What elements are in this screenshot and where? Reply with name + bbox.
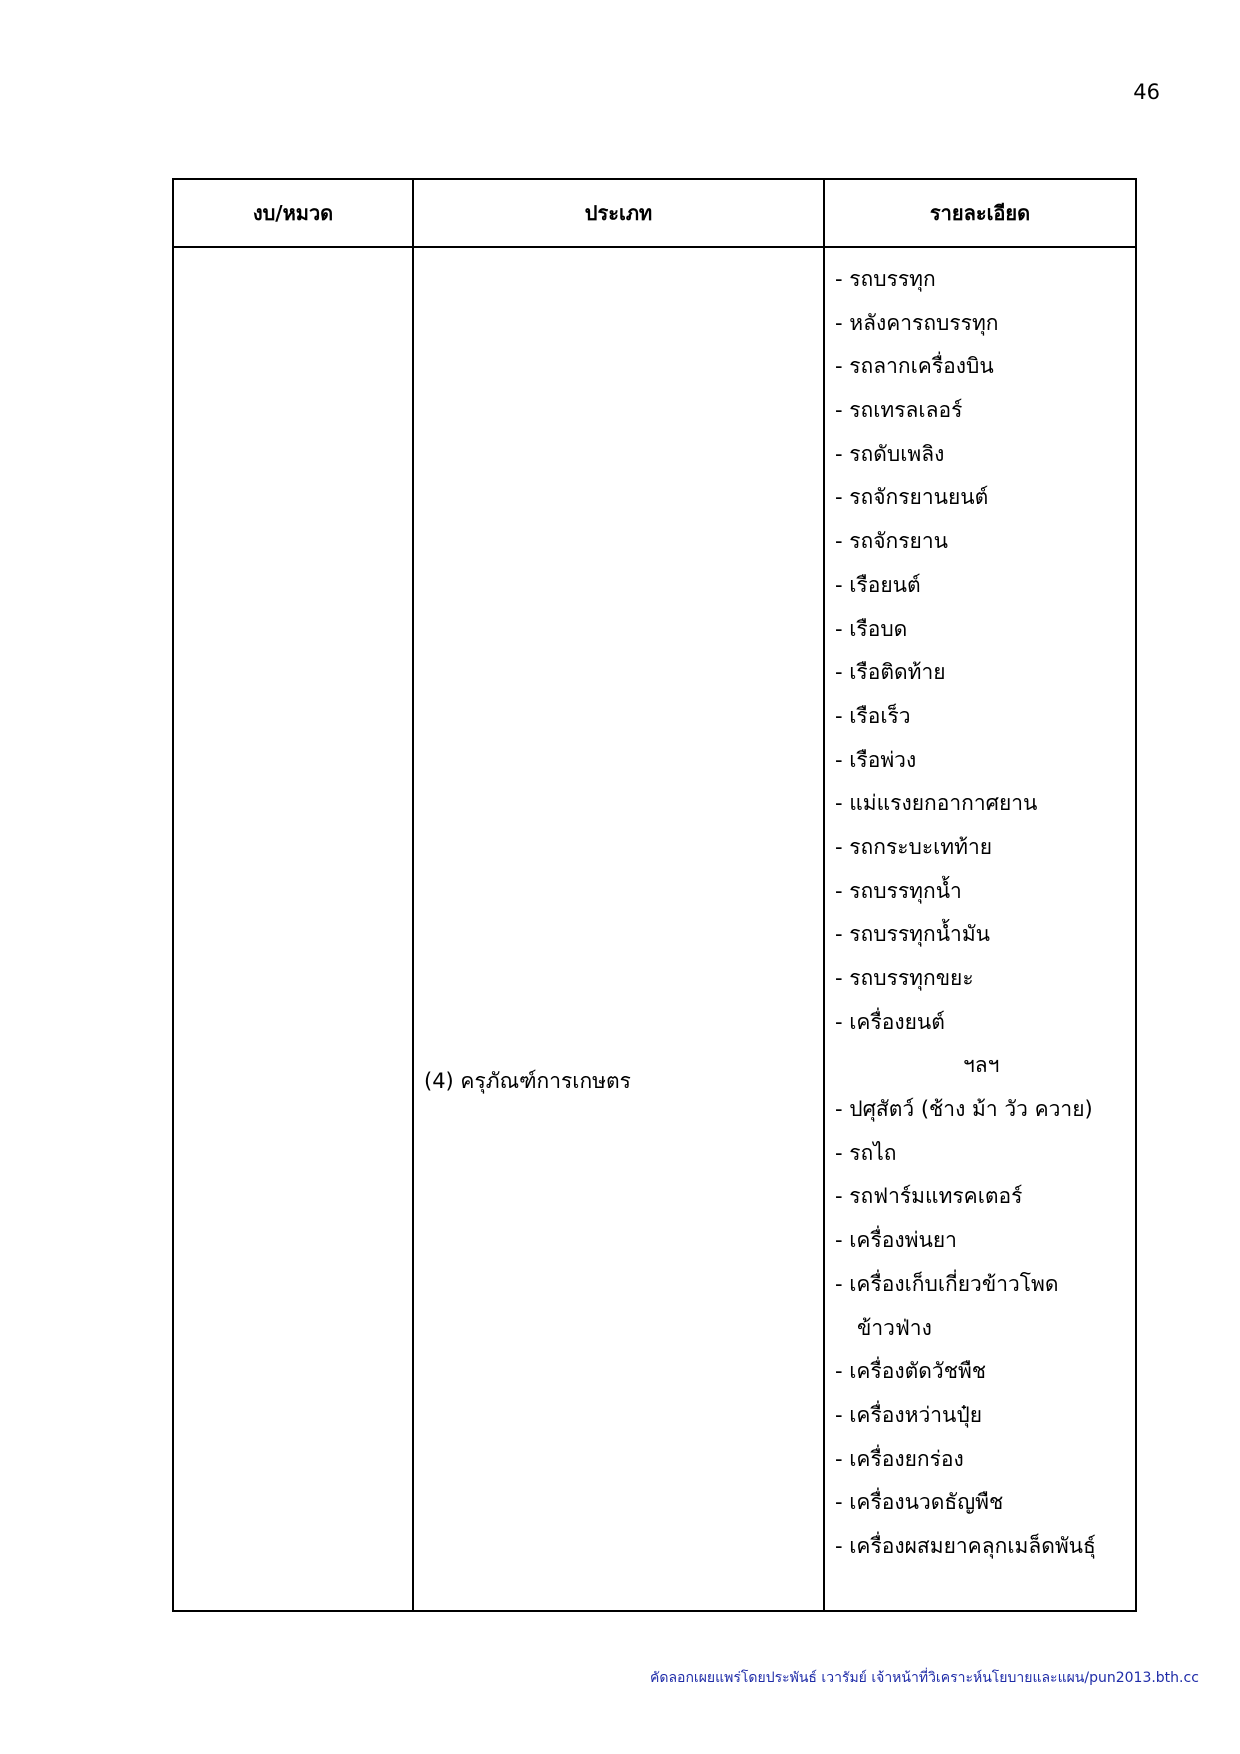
list-item: - เรือพ่วง [835,747,917,772]
list-item: - เครื่องยกร่อง [835,1446,964,1471]
list-item: - รถกระบะเทท้าย [835,834,993,859]
table-row [173,247,1136,1611]
list-item: - เครื่องหว่านปุ๋ย [835,1402,983,1427]
budget-category-table [172,178,1137,1612]
details-cell [824,247,1136,1611]
list-item: - เครื่องนวดธัญพืช [835,1490,1004,1515]
header-type: ประเภท [413,179,824,247]
list-item: - รถเทรลเลอร์ [835,398,963,423]
category-cell [173,247,413,1611]
list-item: - รถจักรยาน [835,529,948,554]
table-header-row [173,179,1136,247]
list-item: - รถลากเครื่องบิน [835,354,994,379]
list-item: - เครื่องพ่นยา [835,1228,957,1253]
list-item: - รถบรรทุกน้ำ [835,878,962,903]
list-item: - เรือเร็ว [835,703,911,728]
list-item: - เรือยนต์ [835,572,921,597]
page-number: 46 [1133,80,1160,104]
list-item: - แม่แรงยกอากาศยาน [835,791,1038,816]
list-item: - หลังคารถบรรทุก [835,310,999,335]
list-item-continuation: ข้าวฟ่าง [857,1315,932,1340]
list-item: - รถบรรทุกขยะ [835,966,974,990]
list-item: - เครื่องยนต์ [835,1009,945,1034]
list-item: - เครื่องตัดวัชพืช [835,1359,987,1384]
list-item: - รถจักรยานยนต์ [835,485,989,510]
list-item: - รถดับเพลิง [835,441,945,466]
list-item: - เครื่องเก็บเกี่ยวข้าวโพด [835,1271,1059,1296]
list-item: - รถบรรทุกน้ำมัน [835,922,991,947]
list-item: - รถฟาร์มแทรคเตอร์ [835,1184,1023,1209]
header-details: รายละเอียด [824,179,1136,247]
list-item: - ปศุสัตว์ (ช้าง ม้า วัว ควาย) [835,1097,1093,1122]
list-item-etc: ฯลฯ [963,1053,1000,1078]
list-item: - เรือติดท้าย [835,660,946,685]
type-cell [413,247,824,1611]
footer-credit: คัดลอกเผยแพร่โดยประพันธ์ เวารัมย์ เจ้าหน้าที่วิเคราะห์นโยบายและแผน/pun2013.bth.cc [650,1670,1199,1686]
list-item: - รถไถ [835,1140,897,1165]
header-budget-category: งบ/หมวด [173,179,413,247]
list-item: - รถบรรทุก [835,267,936,291]
type-label: (4) ครุภัณฑ์การเกษตร [424,1069,631,1093]
detail-list [825,248,1135,1569]
list-item: - เครื่องผสมยาคลุกเมล็ดพันธุ์ [835,1533,1096,1558]
list-item: - เรือบด [835,616,908,641]
